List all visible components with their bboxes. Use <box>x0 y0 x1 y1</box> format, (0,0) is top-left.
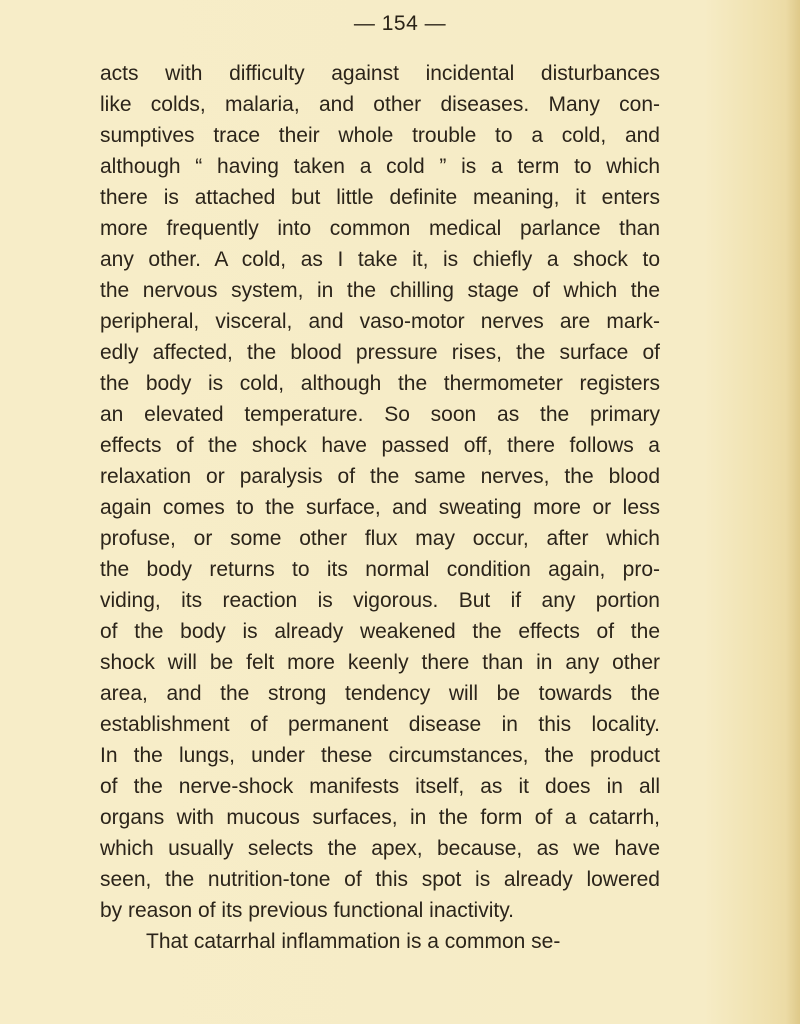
page-edge-shadow <box>786 0 800 1024</box>
text-line: edly affected, the blood pressure rises, the surface of <box>100 341 660 364</box>
text-line-paragraph-start: That catarrhal inflammation is a common se- <box>146 930 561 953</box>
text-line: there is attached but little definite meaning, it enters <box>100 186 660 209</box>
text-line: establishment of permanent disease in this locality. <box>100 713 660 736</box>
text-line: like colds, malaria, and other diseases. Many con- <box>100 93 660 116</box>
text-line: again comes to the surface, and sweating more or less <box>100 496 660 519</box>
text-line: shock will be felt more keenly there than in any other <box>100 651 660 674</box>
text-line: sumptives trace their whole trouble to a cold, and <box>100 124 660 147</box>
text-line: area, and the strong tendency will be towards the <box>100 682 660 705</box>
text-line: by reason of its previous functional inactivity. <box>100 899 514 922</box>
text-line: profuse, or some other flux may occur, after which <box>100 527 660 550</box>
text-line: although “ having taken a cold ” is a term to which <box>100 155 660 178</box>
text-line: the nervous system, in the chilling stage of which the <box>100 279 660 302</box>
text-line: the body is cold, although the thermometer registers <box>100 372 660 395</box>
text-line: of the body is already weakened the effects of the <box>100 620 660 643</box>
text-line: which usually selects the apex, because, as we have <box>100 837 660 860</box>
text-line: peripheral, visceral, and vaso-motor nerves are mark- <box>100 310 660 333</box>
text-line: the body returns to its normal condition again, pro- <box>100 558 660 581</box>
text-line: viding, its reaction is vigorous. But if any portion <box>100 589 660 612</box>
text-line: effects of the shock have passed off, there follows a <box>100 434 660 457</box>
text-line: In the lungs, under these circumstances, the product <box>100 744 660 767</box>
body-text <box>100 58 660 957</box>
text-line: relaxation or paralysis of the same nerves, the blood <box>100 465 660 488</box>
text-line: of the nerve-shock manifests itself, as it does in all <box>100 775 660 798</box>
text-line: any other. A cold, as I take it, is chiefly a shock to <box>100 248 660 271</box>
text-line: organs with mucous surfaces, in the form of a catarrh, <box>100 806 660 829</box>
text-line: more frequently into common medical parlance than <box>100 217 660 240</box>
page-number: — 154 — <box>353 12 447 35</box>
text-line: acts with difficulty against incidental disturbances <box>100 62 660 85</box>
text-line: an elevated temperature. So soon as the primary <box>100 403 660 426</box>
text-line: seen, the nutrition-tone of this spot is already lowered <box>100 868 660 891</box>
